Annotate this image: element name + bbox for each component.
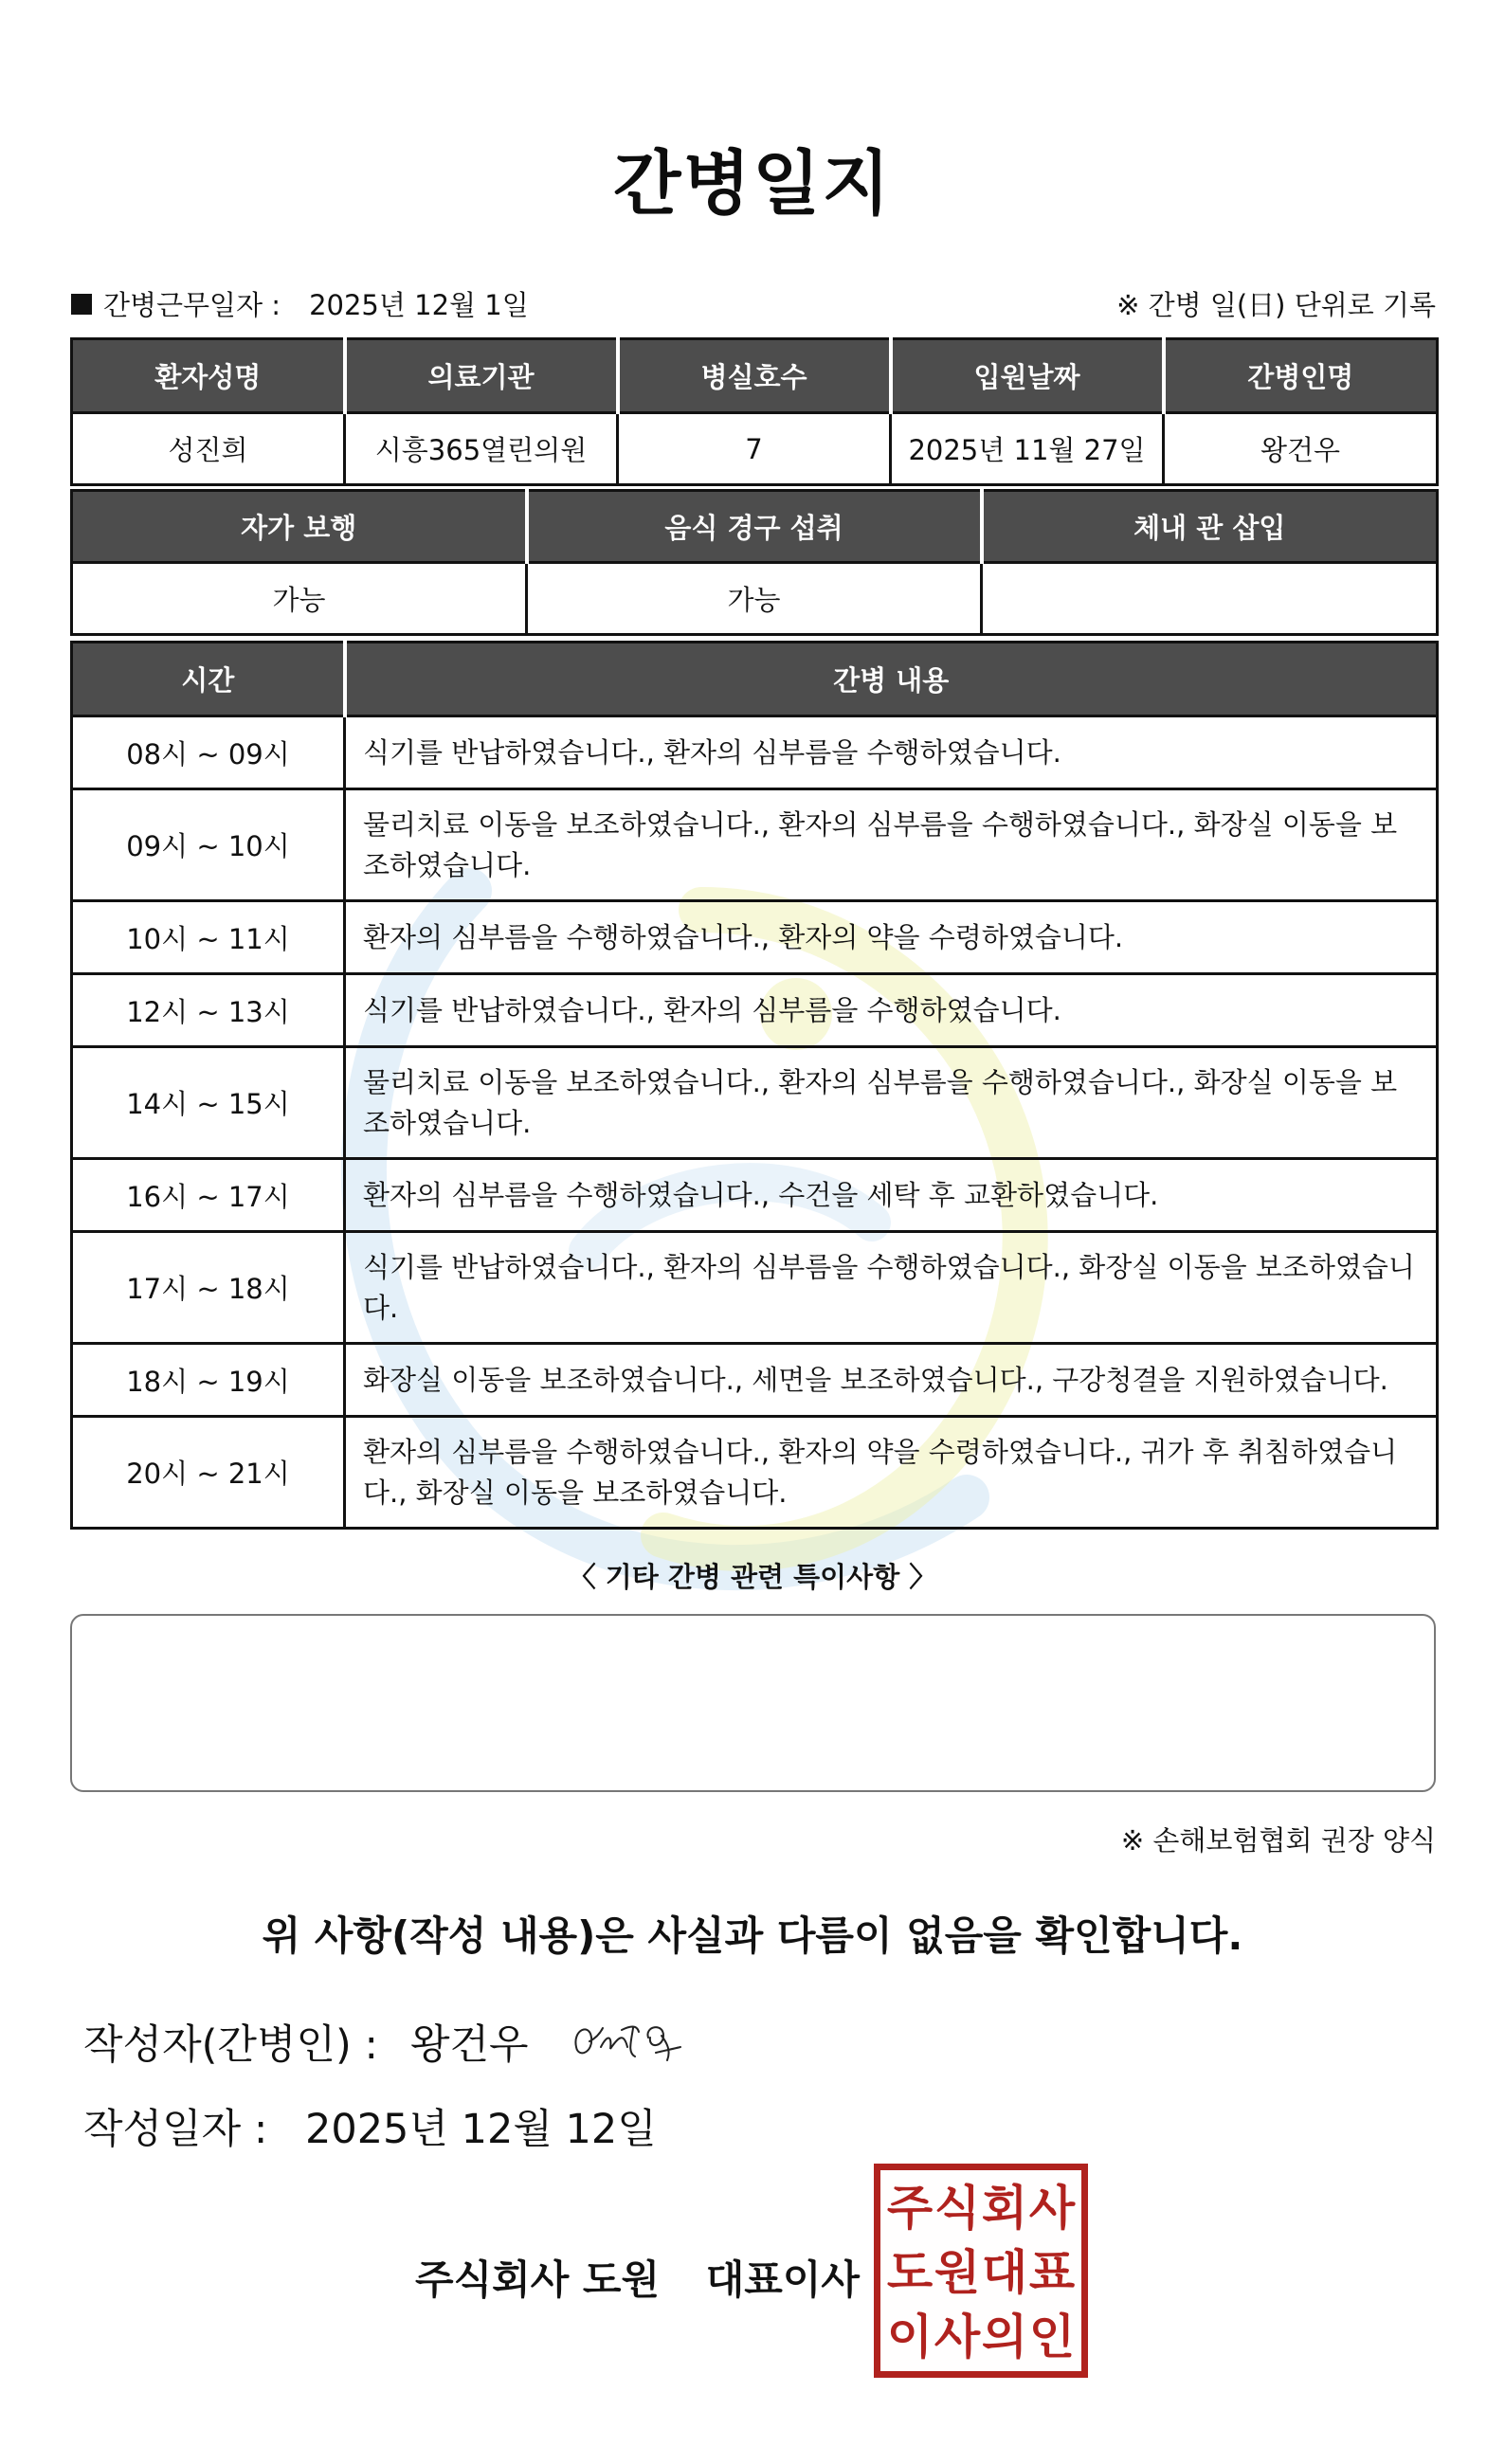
- row-time: 14시 ~ 15시: [72, 1047, 345, 1159]
- signature-icon: [569, 2009, 692, 2072]
- row-time: 08시 ~ 09시: [72, 716, 345, 789]
- patient-info-table: [70, 337, 1439, 486]
- patient-name: 성진희: [72, 413, 345, 485]
- special-notes-box: [70, 1614, 1436, 1792]
- row-content: 환자의 심부름을 수행하였습니다., 환자의 약을 수령하였습니다., 귀가 후 취침하였습니다., 화장실 이동을 보조하였습니다.: [345, 1417, 1438, 1529]
- writer-name: 왕건우: [409, 2021, 529, 2069]
- row-content: 환자의 심부름을 수행하였습니다., 수건을 세탁 후 교환하였습니다.: [345, 1159, 1438, 1232]
- table-row: [72, 974, 1438, 1047]
- company-name: 주식회사 도원: [415, 2256, 661, 2303]
- header-oral-intake: 음식 경구 섭취: [527, 491, 982, 563]
- header-hospital: 의료기관: [345, 339, 618, 413]
- confirmation-statement: 위 사항(작성 내용)은 사실과 다름이 없음을 확인합니다.: [262, 1912, 1243, 1959]
- header-care-content: 간병 내용: [345, 643, 1438, 716]
- seal-character: 원: [934, 2245, 981, 2300]
- row-time: 17시 ~ 18시: [72, 1232, 345, 1344]
- company-seal-icon: [874, 2164, 1088, 2378]
- seal-character: 식: [934, 2181, 981, 2236]
- company-ceo-title: 대표이사: [705, 2256, 860, 2303]
- table-row: [72, 901, 1438, 974]
- row-content: 식기를 반납하였습니다., 환자의 심부름을 수행하였습니다.: [345, 716, 1438, 789]
- seal-character: 대: [981, 2245, 1028, 2300]
- table-row: [72, 1344, 1438, 1417]
- page-title: 간병일지: [613, 143, 892, 225]
- hospital-name: 시흥365열린의원: [345, 413, 618, 485]
- row-time: 20시 ~ 21시: [72, 1417, 345, 1529]
- row-time: 18시 ~ 19시: [72, 1344, 345, 1417]
- work-date-value: 2025년 12월 1일: [309, 289, 529, 321]
- oral-intake-value: 가능: [527, 563, 982, 635]
- tube-insertion-value: [982, 563, 1438, 635]
- table-row: [72, 1047, 1438, 1159]
- header-caregiver-name: 간병인명: [1164, 339, 1438, 413]
- row-time: 09시 ~ 10시: [72, 789, 345, 901]
- self-walking-value: 가능: [72, 563, 527, 635]
- row-content: 식기를 반납하였습니다., 환자의 심부름을 수행하였습니다., 화장실 이동을 보조하였습니다.: [345, 1232, 1438, 1344]
- seal-character: 사: [934, 2310, 981, 2364]
- patient-status-table: [70, 489, 1439, 636]
- row-content: 식기를 반납하였습니다., 환자의 심부름을 수행하였습니다.: [345, 974, 1438, 1047]
- header-room-number: 병실호수: [618, 339, 891, 413]
- seal-character: 인: [1028, 2310, 1076, 2364]
- header-tube-insertion: 체내 관 삽입: [982, 491, 1438, 563]
- header-time: 시간: [72, 643, 345, 716]
- work-date-label: 간병근무일자 :: [103, 289, 281, 321]
- seal-character: 주: [886, 2181, 934, 2236]
- record-note: ※ 간병 일(日) 단위로 기록: [1116, 289, 1436, 321]
- seal-character: 사: [1028, 2181, 1076, 2236]
- row-time: 16시 ~ 17시: [72, 1159, 345, 1232]
- table-row: [72, 1159, 1438, 1232]
- seal-character: 표: [1028, 2245, 1076, 2300]
- admission-date: 2025년 11월 27일: [891, 413, 1164, 485]
- written-date-label: 작성일자 :: [83, 2106, 268, 2153]
- row-content: 물리치료 이동을 보조하였습니다., 환자의 심부름을 수행하였습니다., 화장실 이동을 보조하였습니다.: [345, 789, 1438, 901]
- company-line: [415, 2249, 860, 2306]
- row-time: 12시 ~ 13시: [72, 974, 345, 1047]
- form-note: ※ 손해보험협회 권장 양식: [1120, 1824, 1436, 1857]
- seal-character: 도: [886, 2245, 934, 2300]
- table-row: [72, 1232, 1438, 1344]
- info-line: [71, 284, 1436, 322]
- special-notes-title: 〈 기타 간병 관련 특이사항 〉: [568, 1561, 937, 1593]
- caregiver-name: 왕건우: [1164, 413, 1438, 485]
- table-row: [72, 789, 1438, 901]
- written-date-value: 2025년 12월 12일: [304, 2106, 657, 2153]
- writer-line: [83, 2013, 529, 2071]
- table-row: [72, 716, 1438, 789]
- row-content: 화장실 이동을 보조하였습니다., 세면을 보조하였습니다., 구강청결을 지원하였습니다.: [345, 1344, 1438, 1417]
- row-content: 물리치료 이동을 보조하였습니다., 환자의 심부름을 수행하였습니다., 화장실 이동을 보조하였습니다.: [345, 1047, 1438, 1159]
- room-number: 7: [618, 413, 891, 485]
- writer-label: 작성자(간병인) :: [83, 2021, 378, 2069]
- row-content: 환자의 심부름을 수행하였습니다., 환자의 약을 수령하였습니다.: [345, 901, 1438, 974]
- seal-character: 회: [981, 2181, 1028, 2236]
- header-admission-date: 입원날짜: [891, 339, 1164, 413]
- row-time: 10시 ~ 11시: [72, 901, 345, 974]
- header-self-walking: 자가 보행: [72, 491, 527, 563]
- square-bullet-icon: [71, 294, 92, 315]
- written-date-line: [83, 2097, 657, 2155]
- seal-character: 이: [886, 2310, 934, 2364]
- care-log-table: [70, 641, 1439, 1530]
- table-row: [72, 1417, 1438, 1529]
- seal-character: 의: [981, 2310, 1028, 2364]
- header-patient-name: 환자성명: [72, 339, 345, 413]
